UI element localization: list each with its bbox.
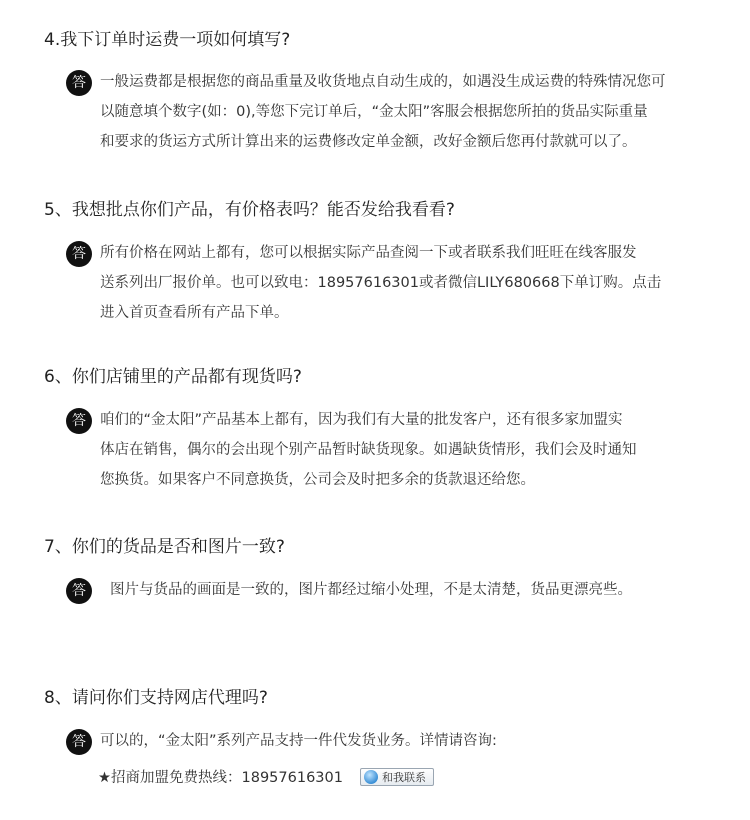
faq-answer-5-line-2: 送系列出厂报价单。也可以致电：18957616301或者微信LILY680668下单订购。点击 [100, 275, 662, 291]
contact-me-label: 和我联系 [382, 771, 426, 784]
faq-answer-7-line-1: 图片与货品的画面是一致的，图片都经过缩小处理，不是太清楚，货品更漂亮些。 [110, 582, 632, 598]
faq-question-8: 8、请问你们支持网店代理吗? [44, 688, 268, 708]
faq-answer-5-line-1: 所有价格在网站上都有，您可以根据实际产品查阅一下或者联系我们旺旺在线客服发 [100, 245, 637, 261]
answer-badge-8: 答 [66, 729, 92, 755]
answer-badge-7: 答 [66, 578, 92, 604]
faq-answer-6-line-2: 体店在销售，偶尔的会出现个别产品暂时缺货现象。如遇缺货情形，我们会及时通知 [100, 442, 637, 458]
faq-answer-6-line-1: 咱们的“金太阳”产品基本上都有，因为我们有大量的批发客户，还有很多家加盟实 [100, 412, 623, 428]
faq-answer-4-line-2: 以随意填个数字(如：0),等您下完订单后，“金太阳”客服会根据您所拍的货品实际重量 [100, 104, 648, 120]
answer-badge-4: 答 [66, 70, 92, 96]
faq-answer-4-line-3: 和要求的货运方式所计算出来的运费修改定单金额，改好金额后您再付款就可以了。 [100, 134, 637, 150]
faq-answer-5-line-3: 进入首页查看所有产品下单。 [100, 305, 289, 321]
faq-question-7: 7、你们的货品是否和图片一致? [44, 537, 285, 557]
chat-icon [364, 770, 378, 784]
faq-answer-6-line-3: 您换货。如果客户不同意换货，公司会及时把多余的货款退还给您。 [100, 472, 535, 488]
faq-answer-4-line-1: 一般运费都是根据您的商品重量及收货地点自动生成的，如遇没生成运费的特殊情况您可 [100, 74, 666, 90]
answer-badge-6: 答 [66, 408, 92, 434]
answer-badge-5: 答 [66, 241, 92, 267]
hotline-text: ★招商加盟免费热线：18957616301 [98, 770, 343, 786]
faq-answer-8-line-1: 可以的，“金太阳”系列产品支持一件代发货业务。详情请咨询: [100, 733, 497, 749]
faq-question-4: 4.我下订单时运费一项如何填写? [44, 30, 291, 50]
faq-question-6: 6、你们店铺里的产品都有现货吗? [44, 367, 302, 387]
faq-question-5: 5、我想批点你们产品，有价格表吗？能否发给我看看? [44, 200, 455, 220]
contact-me-button[interactable] [360, 768, 434, 786]
